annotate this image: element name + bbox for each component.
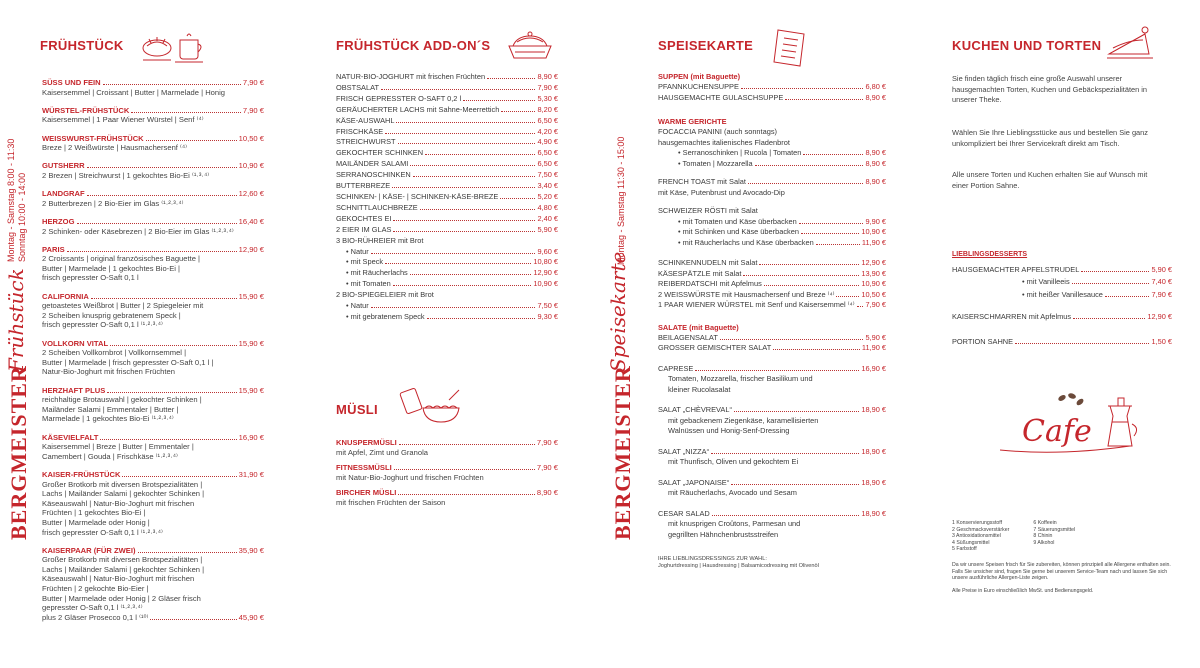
breakfast-list: [42, 78, 264, 631]
kuchen-intro: Sie finden täglich frisch eine große Auswahl unserer hausgemachten Torten, Kuchen und Gebäckspezialitäten in unserer Theke.: [952, 74, 1148, 104]
menu-item: WÜRSTEL-FRÜHSTÜCK 7,90 € Kaisersemmel | 1 Paar Wiener Würstel | Senf ⁽⁴⁾: [42, 105, 264, 125]
dessert-option: • mit heißer Vanillesauce 7,90 €: [1022, 290, 1172, 299]
menu-item: PARIS 12,90 € 2 Croissants | original französisches Baguette | Butter | Marmelade | 1 gekochtes Bio-Ei | frisch gepresster O-Saft 0,1 l: [42, 244, 264, 283]
warm-item: 2 WEISSWÜRSTE mit Hausmachersenf und Breze ⁽⁴⁾ 10,50 €: [658, 289, 886, 299]
suppen-title: SUPPEN (mit Baguette): [658, 72, 741, 81]
menu-item: KÄSEVIELFALT 16,90 € Kaisersemmel | Breze | Butter | Emmentaler | Camembert | Gouda | Frischkäse ⁽¹·²·³·⁴⁾: [42, 432, 264, 461]
dessert-option: • mit Vanilleeis 7,40 €: [1022, 277, 1172, 286]
dessert-item: PORTION SAHNE 1,50 €: [952, 337, 1172, 346]
salate-title: SALATE (mit Baguette): [658, 322, 739, 332]
menu-item: LANDGRAF 12,60 € 2 Butterbrezen | 2 Bio-Eier im Glas ⁽¹·²·³·⁴⁾: [42, 189, 264, 208]
salat-item: BEILAGENSALAT 5,90 €: [658, 332, 886, 342]
salat-item: CAPRESE 16,90 € Tomaten, Mozzarella, frischer Basilikum und kleiner Rucolasalat: [658, 363, 886, 394]
breakfast-script-title: Frühstück: [4, 268, 28, 372]
spiegel-option: • mit gebratenem Speck 9,30 €: [336, 312, 558, 323]
menu-item: HERZHAFT PLUS 15,90 € reichhaltige Brotauswahl | gekochter Schinken | Mailänder Salami | Emmentaler | Butter | Marmelade | 1 gekochtes Bio-Ei ⁽¹·²·³·⁴⁾: [42, 385, 264, 424]
french-toast-desc: mit Käse, Putenbrust und Avocado-Dip: [658, 187, 785, 197]
speisekarte-list: [658, 72, 886, 569]
addon-item: GEKOCHTES EI 2,40 €: [336, 213, 558, 223]
addon-item: OBSTSALAT 7,90 €: [336, 82, 558, 92]
breakfast-brand: BERGMEISTER: [6, 365, 31, 540]
salat-item: CESAR SALAD 18,90 € mit knusprigen Croûtons, Parmesan und gegrillten Hähnchenbrustsstreifen: [658, 508, 886, 539]
addons-heading: FRÜHSTÜCK ADD-ON´S: [336, 38, 491, 53]
addon-item: GEKOCHTER SCHINKEN 6,50 €: [336, 148, 558, 158]
muesli-item: FITNESSMÜSLI 7,90 € mit Natur-Bio-Joghurt und frischen Früchten: [336, 463, 558, 482]
addons-panel: [300, 0, 600, 668]
addon-item: KÄSE-AUSWAHL 6,50 €: [336, 115, 558, 125]
focaccia-option: • Serranoschinken | Rucola | Tomaten 8,90 €: [678, 148, 886, 157]
allergen-column-right: 6 Koffeein 7 Säuerungsmittel 8 Chinin 9 Alkohol: [1033, 520, 1076, 546]
addon-item: NATUR-BIO-JOGHURT mit frischen Früchten 8,90 €: [336, 72, 558, 81]
warm-item: 1 PAAR WIENER WÜRSTEL mit Senf und Kaisersemmel ⁽⁴⁾ 7,90 €: [658, 300, 886, 309]
allergen-column-left: 1 Konservierungsstoff 2 Geschmacksverstärker 3 Antioxidationsmittel 4 Süßungsmittel 5 Farbstoff: [952, 520, 1010, 552]
suppe-item: PFANNKUCHENSUPPE 6,80 €: [658, 82, 886, 91]
muesli-bowl-icon: [395, 384, 465, 428]
addon-item: FRISCH GEPRESSTER O-SAFT 0,2 l 5,30 €: [336, 93, 558, 103]
addon-item: BUTTERBREZE 3,40 €: [336, 181, 558, 191]
ruehrei-option: • mit Speck 10,80 €: [336, 257, 558, 268]
speisekarte-hours: Montag - Samstag 11:30 - 15:00: [616, 136, 626, 265]
spiegel-option: • Natur 7,50 €: [336, 301, 558, 312]
menu-item: GUTSHERR 10,90 € 2 Brezen | Streichwurst | 1 gekochtes Bio-Ei ⁽¹·³·⁴⁾: [42, 161, 264, 180]
breakfast-heading: FRÜHSTÜCK: [40, 38, 124, 53]
breakfast-tray-icon: [135, 26, 210, 68]
menu-item: KAISER-FRÜHSTÜCK 31,90 € Großer Brotkorb mit diversen Brotspezialitäten | Lachs | Mailänder Salami | gekochter Schinken | Käseauswahl | Natur-Bio-Joghurt mit frischen Früchten | 1 gekochtes Bio-Ei | Butter | Marmelade oder Honig | frisch gepresster O-Saft 0,1 l ⁽¹·²·³·⁴⁾: [42, 469, 264, 537]
pastry-icon: [505, 28, 555, 62]
cake-slice-icon: [1105, 24, 1155, 62]
addon-item: 2 EIER IM GLAS 5,90 €: [336, 224, 558, 234]
muesli-item: BIRCHER MÜSLI 8,90 € mit frischen Früchten der Saison: [336, 488, 558, 507]
speisekarte-script-title: Speisekarte: [606, 251, 630, 372]
roesti-option: • mit Räucherlachs und Käse überbacken 11,90 €: [678, 237, 886, 247]
breakfast-panel: [0, 0, 300, 668]
muesli-heading: MÜSLI: [336, 402, 378, 417]
salat-item: SALAT „NIZZA“ 18,90 € mit Thunfisch, Oliven und gekochtem Ei: [658, 446, 886, 466]
menu-item: SÜSS UND FEIN 7,90 € Kaisersemmel | Croissant | Butter | Marmelade | Honig: [42, 78, 264, 97]
menu-item: CALIFORNIA 15,90 € getoastetes Weißbrot | Butter | 2 Spiegeleier mit 2 Scheiben knusprig gebratenem Speck | frisch gepresster O-Saft 0,1 l ⁽¹·²·³·⁴⁾: [42, 291, 264, 330]
menu-card-icon: [772, 26, 812, 70]
warm-item: REIBERDATSCHI mit Apfelmus 10,90 €: [658, 279, 886, 288]
addon-item: SCHINKEN- | KÄSE- | SCHINKEN-KÄSE-BREZE 5,20 €: [336, 191, 558, 201]
focaccia-title: FOCACCIA PANINI (auch sonntags): [658, 127, 777, 136]
focaccia-desc: hausgemachtes italienisches Fladenbrot: [658, 137, 790, 147]
ruehrei-option: • mit Räucherlachs 12,90 €: [336, 268, 558, 279]
addons-list: [336, 72, 558, 323]
addon-item: GERÄUCHERTER LACHS mit Sahne-Meerrettich 8,20 €: [336, 104, 558, 114]
dressing-title: IHRE LIEBLINGSDRESSINGS ZUR WAHL:: [658, 556, 767, 562]
kuchen-panel: [900, 0, 1200, 668]
kuchen-intro-2: Wählen Sie Ihre Lieblingsstücke aus und bestellen Sie ganz unkompliziert bei Ihrer Servicekraft direkt am Tisch.: [952, 128, 1148, 148]
ruehrei-option: • mit Tomaten 10,90 €: [336, 279, 558, 290]
roesti-option: • mit Schinken und Käse überbacken 10,90 €: [678, 227, 886, 236]
speisekarte-brand: BERGMEISTER: [610, 365, 635, 540]
dessert-item: KAISERSCHMARREN mit Apfelmus 12,90 €: [952, 312, 1172, 321]
allergen-note: Da wir unsere Speisen frisch für Sie zubereiten, können prinzipiell alle Allergene enthalten sein. Falls Sie unsicher sind, fragen Sie gerne bei unserem Service-Team nach und lassen Sie sich unsere ausführliche Allergen-Liste zeigen.: [952, 562, 1171, 581]
dessert-item: HAUSGEMACHTER APFELSTRUDEL 5,90 €: [952, 265, 1172, 274]
spiegel-title: 2 BIO-SPIEGELEIER mit Brot: [336, 290, 434, 300]
salat-item: SALAT „JAPONAISE“ 18,90 € mit Räucherlachs, Avocado und Sesam: [658, 477, 886, 497]
addon-item: FRISCHKÄSE 4,20 €: [336, 126, 558, 136]
muesli-list: [336, 438, 558, 508]
muesli-item: KNUSPERMÜSLI 7,90 € mit Apfel, Zimt und Granola: [336, 438, 558, 457]
speisekarte-heading: SPEISEKARTE: [658, 38, 754, 53]
salat-item: GROSSER GEMISCHTER SALAT 11,90 €: [658, 343, 886, 352]
roesti-option: • mit Tomaten und Käse überbacken 9,90 €: [678, 216, 886, 226]
kuchen-intro-3: Alle unsere Torten und Kuchen erhalten Sie auf Wunsch mit einer Portion Sahne.: [952, 170, 1148, 190]
speisekarte-panel: [600, 0, 900, 668]
suppe-item: HAUSGEMACHTE GULASCHSUPPE 8,90 €: [658, 92, 886, 102]
menu-item: KAISERPAAR (FÜR ZWEI) 35,90 € Großer Brotkorb mit diversen Brotspezialitäten | Lachs | Mailänder Salami | gekochter Schinken | Käseauswahl | Natur-Bio-Joghurt mit frischen Früchten | 2 gekochte Bio-Eier | Butter | Marmelade oder Honig | 2 Gläser frisch gepresster O-Saft 0,1 l ⁽¹·²·³·⁴⁾ plus 2 Gläser Prosecco 0,1 l ⁽¹⁰⁾ 45,90 €: [42, 545, 264, 622]
kuchen-heading: KUCHEN UND TORTEN: [952, 38, 1102, 53]
allergen-legend: [952, 520, 1172, 553]
price-note: Alle Preise in Euro einschließlich MwSt. und Bedienungsgeld.: [952, 588, 1094, 594]
ruehrei-option: • Natur 9,60 €: [336, 247, 558, 258]
addon-item: SERRANOSCHINKEN 7,50 €: [336, 170, 558, 180]
french-toast-item: FRENCH TOAST mit Salat 8,90 €: [658, 177, 886, 186]
cafe-logo-text: Cafe: [1022, 414, 1092, 449]
warm-item: KÄSESPÄTZLE mit Salat 13,90 €: [658, 268, 886, 278]
focaccia-option: • Tomaten | Mozzarella 8,90 €: [678, 158, 886, 168]
dressing-text: Joghurtdressing | Hausdressing | Balsamicodressing mit Olivenöl: [658, 562, 819, 569]
menu-item: WEISSWURST-FRÜHSTÜCK 10,50 € Breze | 2 Weißwürste | Hausmachersenf ⁽⁴⁾: [42, 133, 264, 153]
breakfast-hours-sunday: Sonntag 10:00 - 14:00: [17, 172, 27, 262]
roesti-title: SCHWEIZER RÖSTI mit Salat: [658, 206, 758, 215]
salat-item: SALAT „CHÈVREVAL“ 18,90 € mit gebackenem Ziegenkäse, karamellisierten Walnüssen und Honig-Senf-Dressing: [658, 405, 886, 435]
breakfast-hours-weekday: Montag - Samstag 8:00 - 11:30: [6, 138, 16, 262]
ruehrei-title: 3 BIO-RÜHREIER mit Brot: [336, 235, 424, 245]
addon-item: SCHNITTLAUCHBREZE 4,80 €: [336, 202, 558, 212]
addon-item: MAILÄNDER SALAMI 6,50 €: [336, 159, 558, 169]
menu-item: HERZOG 16,40 € 2 Schinken- oder Käsebrezen | 2 Bio-Eier im Glas ⁽¹·²·³·⁴⁾: [42, 216, 264, 236]
addon-item: STREICHWURST 4,90 €: [336, 137, 558, 147]
menu-item: VOLLKORN VITAL 15,90 € 2 Scheiben Vollkornbrot | Vollkornsemmel | Butter | Marmelade | frisch gepresster O-Saft 0,1 l | Natur-Bio-Joghurt mit frischen Früchten: [42, 338, 264, 377]
desserts-title: LIEBLINGSDESSERTS: [952, 251, 1028, 258]
breakfast-hours: [6, 139, 28, 262]
desserts-list: [952, 250, 1172, 347]
warm-item: SCHINKENNUDELN mit Salat 12,90 €: [658, 258, 886, 267]
warme-gerichte-title: WARME GERICHTE: [658, 117, 727, 126]
